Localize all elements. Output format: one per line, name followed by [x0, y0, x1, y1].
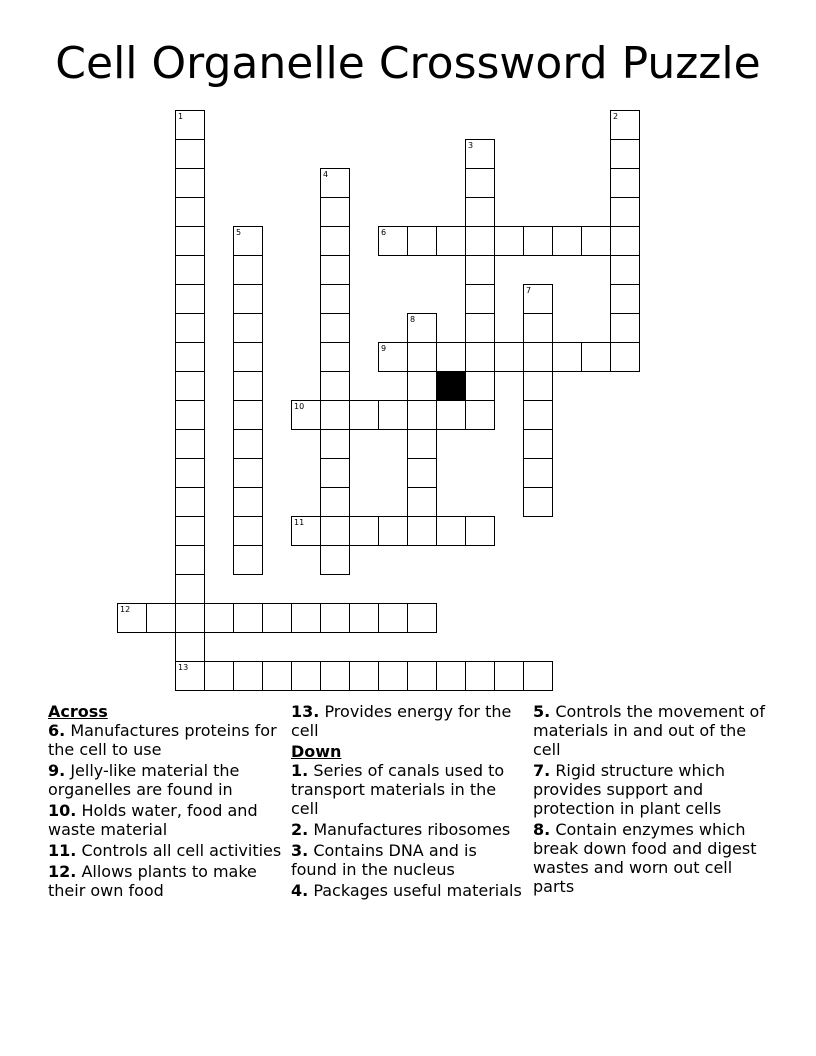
crossword-cell[interactable]: [465, 371, 495, 401]
crossword-cell[interactable]: [465, 516, 495, 546]
crossword-cell[interactable]: [407, 342, 437, 372]
clue-across-10: [48, 801, 288, 839]
crossword-cell[interactable]: [175, 313, 205, 343]
crossword-cell[interactable]: [610, 168, 640, 198]
crossword-cell[interactable]: [320, 400, 350, 430]
crossword-cell[interactable]: [407, 226, 437, 256]
clue-down-8: [533, 820, 773, 896]
page-title: Cell Organelle Crossword Puzzle: [55, 38, 761, 89]
clue-down-3: [291, 841, 526, 879]
crossword-cell[interactable]: [378, 516, 408, 546]
clue-across-9: [48, 761, 288, 799]
crossword-cell[interactable]: [175, 342, 205, 372]
crossword-cell[interactable]: [175, 168, 205, 198]
crossword-cell[interactable]: [523, 284, 553, 314]
clue-across-6: [48, 721, 288, 759]
crossword-cell[interactable]: [465, 168, 495, 198]
clue-number: 7.: [533, 761, 551, 780]
crossword-cell[interactable]: [175, 371, 205, 401]
clue-text: Jelly-like material the organelles are found in: [48, 761, 240, 799]
crossword-cell[interactable]: [320, 284, 350, 314]
crossword-cell[interactable]: [175, 284, 205, 314]
crossword-cell[interactable]: [320, 458, 350, 488]
crossword-cell[interactable]: [320, 197, 350, 227]
crossword-cell[interactable]: [175, 516, 205, 546]
crossword-cell[interactable]: [320, 429, 350, 459]
clue-number: 5.: [533, 702, 551, 721]
clues-column-3: [533, 702, 773, 898]
clue-text: Holds water, food and waste material: [48, 801, 258, 839]
crossword-cell[interactable]: [349, 661, 379, 691]
clue-number: 12.: [48, 862, 77, 881]
crossword-cell[interactable]: [610, 342, 640, 372]
clue-number-label: 12: [120, 605, 131, 614]
clue-down-4: [291, 881, 526, 900]
clue-number: 13.: [291, 702, 320, 721]
crossword-cell[interactable]: [610, 139, 640, 169]
crossword-cell[interactable]: [523, 342, 553, 372]
crossword-cell[interactable]: [523, 313, 553, 343]
clue-number: 1.: [291, 761, 309, 780]
crossword-cell[interactable]: [407, 371, 437, 401]
crossword-cell[interactable]: [233, 429, 263, 459]
crossword-cell[interactable]: [320, 516, 350, 546]
crossword-cell[interactable]: [436, 226, 466, 256]
crossword-cell[interactable]: [175, 226, 205, 256]
crossword-cell[interactable]: [320, 661, 350, 691]
crossword-cell[interactable]: [262, 661, 292, 691]
clue-down-1: [291, 761, 526, 818]
crossword-cell[interactable]: [465, 284, 495, 314]
clue-number-label: 8: [410, 315, 416, 324]
clue-down-5: [533, 702, 773, 759]
crossword-cell[interactable]: [436, 661, 466, 691]
crossword-cell[interactable]: [465, 313, 495, 343]
clue-text: Provides energy for the cell: [291, 702, 512, 740]
crossword-cell[interactable]: [233, 400, 263, 430]
crossword-cell[interactable]: [436, 400, 466, 430]
clue-number-label: 10: [294, 402, 305, 411]
clue-down-2: [291, 820, 526, 839]
crossword-cell[interactable]: [407, 603, 437, 633]
crossword-cell[interactable]: [407, 313, 437, 343]
crossword-cell[interactable]: [407, 458, 437, 488]
clue-across-12: [48, 862, 288, 900]
crossword-cell[interactable]: [175, 458, 205, 488]
clue-number: 8.: [533, 820, 551, 839]
crossword-cell[interactable]: [117, 603, 147, 633]
crossword-cell[interactable]: [523, 429, 553, 459]
crossword-block-cell: [436, 371, 466, 401]
crossword-cell[interactable]: [175, 632, 205, 662]
crossword-cell[interactable]: [349, 400, 379, 430]
crossword-cell[interactable]: [349, 516, 379, 546]
clue-text: Packages useful materials: [313, 881, 522, 900]
crossword-cell[interactable]: [610, 197, 640, 227]
crossword-cell[interactable]: [320, 226, 350, 256]
crossword-cell[interactable]: [233, 371, 263, 401]
crossword-cell[interactable]: [175, 139, 205, 169]
crossword-cell[interactable]: [175, 545, 205, 575]
clue-text: Controls all cell activities: [81, 841, 282, 860]
crossword-cell[interactable]: [378, 342, 408, 372]
crossword-cell[interactable]: [233, 545, 263, 575]
clue-number-label: 3: [468, 141, 474, 150]
crossword-cell[interactable]: [494, 342, 524, 372]
crossword-cell[interactable]: [320, 168, 350, 198]
crossword-cell[interactable]: [465, 255, 495, 285]
crossword-cell[interactable]: [610, 110, 640, 140]
crossword-cell[interactable]: [465, 400, 495, 430]
crossword-cell[interactable]: [494, 661, 524, 691]
crossword-cell[interactable]: [581, 226, 611, 256]
crossword-cell[interactable]: [378, 603, 408, 633]
crossword-cell[interactable]: [233, 255, 263, 285]
crossword-cell[interactable]: [233, 458, 263, 488]
crossword-cell[interactable]: [262, 603, 292, 633]
crossword-cell[interactable]: [349, 603, 379, 633]
clue-number-label: 4: [323, 170, 329, 179]
clue-text: Contain enzymes which break down food and digest wastes and worn out cell parts: [533, 820, 757, 896]
crossword-cell[interactable]: [407, 429, 437, 459]
crossword-cell[interactable]: [523, 661, 553, 691]
crossword-cell[interactable]: [523, 371, 553, 401]
clue-number: 4.: [291, 881, 309, 900]
crossword-cell[interactable]: [291, 661, 321, 691]
clue-text: Rigid structure which provides support and protection in plant cells: [533, 761, 726, 818]
crossword-cell[interactable]: [378, 226, 408, 256]
clue-number: 11.: [48, 841, 77, 860]
crossword-cell[interactable]: [378, 400, 408, 430]
crossword-cell[interactable]: [320, 603, 350, 633]
clue-across-11: [48, 841, 288, 860]
crossword-cell[interactable]: [204, 603, 234, 633]
clue-number-label: 1: [178, 112, 184, 121]
crossword-cell[interactable]: [610, 255, 640, 285]
crossword-cell[interactable]: [233, 661, 263, 691]
clue-down-7: [533, 761, 773, 818]
clue-number: 9.: [48, 761, 66, 780]
crossword-cell[interactable]: [407, 487, 437, 517]
crossword-cell[interactable]: [523, 226, 553, 256]
crossword-cell[interactable]: [465, 197, 495, 227]
down-heading: Down: [291, 742, 342, 761]
crossword-cell[interactable]: [465, 342, 495, 372]
crossword-cell[interactable]: [320, 342, 350, 372]
crossword-cell[interactable]: [291, 603, 321, 633]
crossword-cell[interactable]: [494, 226, 524, 256]
crossword-cell[interactable]: [204, 661, 234, 691]
clue-number-label: 13: [178, 663, 189, 672]
crossword-cell[interactable]: [378, 661, 408, 691]
clue-text: Manufactures proteins for the cell to use: [48, 721, 277, 759]
crossword-cell[interactable]: [407, 661, 437, 691]
clue-number: 2.: [291, 820, 309, 839]
crossword-cell[interactable]: [320, 487, 350, 517]
crossword-cell[interactable]: [465, 661, 495, 691]
crossword-cell[interactable]: [233, 284, 263, 314]
crossword-cell[interactable]: [610, 284, 640, 314]
clue-number: 6.: [48, 721, 66, 740]
clue-number-label: 2: [613, 112, 619, 121]
clue-number: 10.: [48, 801, 77, 820]
clue-text: Contains DNA and is found in the nucleus: [291, 841, 477, 879]
crossword-cell[interactable]: [407, 400, 437, 430]
clue-number-label: 6: [381, 228, 387, 237]
crossword-cell[interactable]: [465, 139, 495, 169]
crossword-cell[interactable]: [175, 110, 205, 140]
crossword-cell[interactable]: [233, 226, 263, 256]
clue-text: Series of canals used to transport materials in the cell: [291, 761, 505, 818]
crossword-cell[interactable]: [175, 487, 205, 517]
crossword-cell[interactable]: [523, 487, 553, 517]
clue-number-label: 7: [526, 286, 532, 295]
crossword-cell[interactable]: [320, 545, 350, 575]
crossword-cell[interactable]: [175, 661, 205, 691]
crossword-cell[interactable]: [523, 400, 553, 430]
crossword-cell[interactable]: [233, 516, 263, 546]
crossword-cell[interactable]: [320, 255, 350, 285]
crossword-cell[interactable]: [233, 313, 263, 343]
clues-column-2: [291, 702, 526, 902]
crossword-cell[interactable]: [175, 603, 205, 633]
crossword-cell[interactable]: [175, 574, 205, 604]
clue-number: 3.: [291, 841, 309, 860]
crossword-cell[interactable]: [320, 371, 350, 401]
clues-column-1: [48, 702, 288, 902]
clue-number-label: 5: [236, 228, 242, 237]
clue-across-13: [291, 702, 526, 740]
clue-text: Manufactures ribosomes: [313, 820, 511, 839]
crossword-cell[interactable]: [233, 487, 263, 517]
clue-text: Allows plants to make their own food: [48, 862, 257, 900]
crossword-cell[interactable]: [610, 313, 640, 343]
clue-number-label: 11: [294, 518, 305, 527]
crossword-cell[interactable]: [175, 429, 205, 459]
crossword-cell[interactable]: [175, 255, 205, 285]
crossword-cell[interactable]: [552, 226, 582, 256]
clue-text: Controls the movement of materials in and out of the cell: [533, 702, 765, 759]
crossword-cell[interactable]: [233, 603, 263, 633]
crossword-cell[interactable]: [407, 516, 437, 546]
across-heading: Across: [48, 702, 108, 721]
crossword-cell[interactable]: [146, 603, 176, 633]
crossword-cell[interactable]: [291, 516, 321, 546]
crossword-cell[interactable]: [291, 400, 321, 430]
crossword-cell[interactable]: [581, 342, 611, 372]
crossword-cell[interactable]: [465, 226, 495, 256]
crossword-cell[interactable]: [175, 197, 205, 227]
crossword-cell[interactable]: [523, 458, 553, 488]
crossword-cell[interactable]: [610, 226, 640, 256]
crossword-cell[interactable]: [436, 516, 466, 546]
crossword-cell[interactable]: [233, 342, 263, 372]
crossword-cell[interactable]: [436, 342, 466, 372]
crossword-cell[interactable]: [175, 400, 205, 430]
crossword-cell[interactable]: [320, 313, 350, 343]
clue-number-label: 9: [381, 344, 387, 353]
crossword-cell[interactable]: [552, 342, 582, 372]
